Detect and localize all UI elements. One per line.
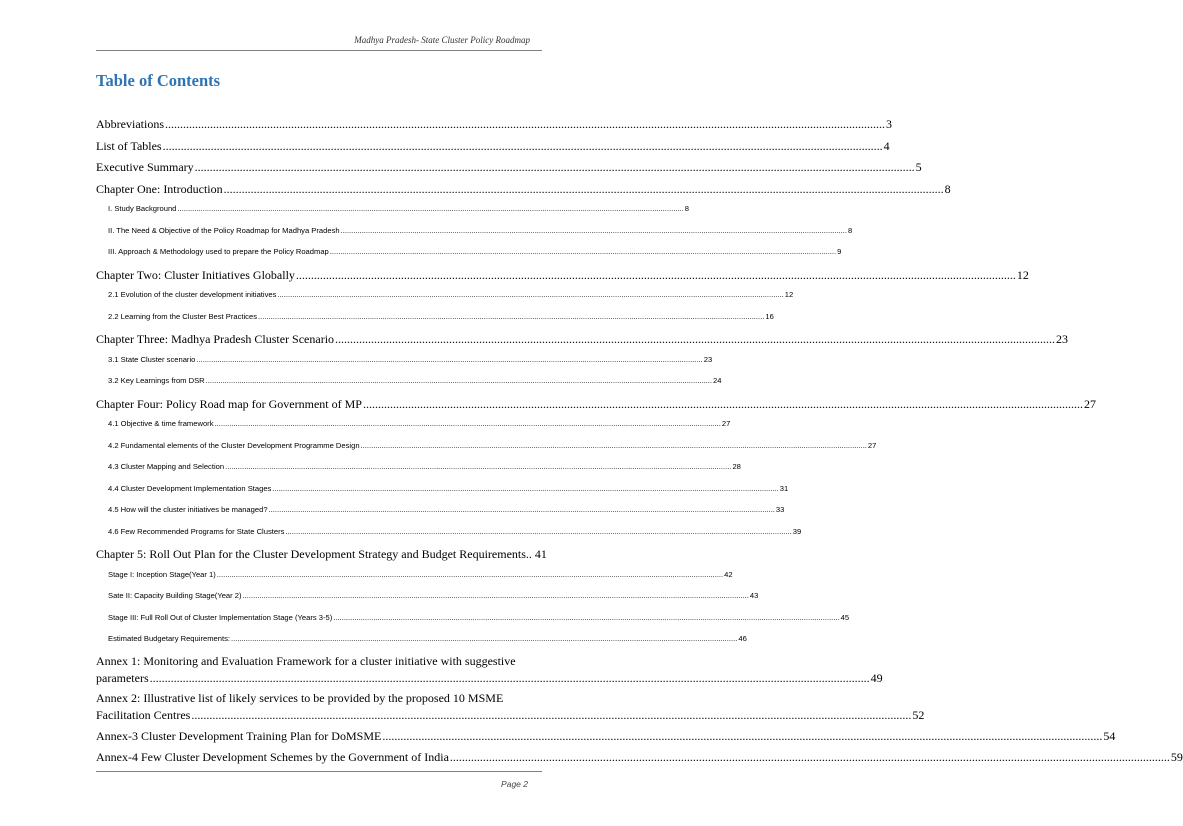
toc-entry[interactable] [96,631,747,653]
toc-dot-leader [450,748,1170,766]
toc-entry[interactable] [96,459,741,481]
toc-page-number: 41 [534,547,547,561]
toc-entry[interactable] [96,223,853,245]
toc-entry[interactable] [96,287,794,309]
toc-dot-leader [258,310,764,324]
toc-page-number: 4 [883,138,890,153]
toc-page-number: 27 [867,440,877,450]
toc-page-number: 8 [944,181,951,196]
toc-page-number: 42 [724,569,733,579]
toc-dot-leader [191,707,911,725]
toc-dot-leader [269,503,775,517]
toc-entry-title: Annex-4 Few Cluster Development Schemes by the Government of India [96,750,449,764]
toc-entry[interactable] [96,610,850,632]
toc-entry-title: III. Approach & Methodology used to prepare the Policy Roadmap [108,247,329,256]
toc-page-number: 45 [840,612,850,622]
toc-page-number: 46 [738,634,747,643]
toc-entry[interactable] [96,588,759,610]
toc-entry-title: Sate II: Capacity Building Stage(Year 2) [108,591,242,600]
toc-entry-title: II. The Need & Objective of the Policy Roadmap for Madhya Pradesh [108,225,340,235]
toc-dot-leader [341,224,847,238]
toc-page-number: 16 [765,311,774,321]
page-title: Table of Contents [96,71,221,90]
toc-entry-title: Stage I: Inception Stage(Year 1) [108,569,216,579]
toc-entry-title: 4.2 Fundamental elements of the Cluster Development Programme Design [108,440,360,450]
toc-page-number: 23 [1056,332,1069,346]
toc-entry[interactable] [96,180,951,202]
toc-entry[interactable] [96,266,1029,288]
toc-page-number: 39 [792,526,802,536]
toc-dot-leader [196,353,702,367]
toc-entry[interactable] [96,545,547,567]
toc-entry[interactable] [96,158,922,180]
toc-dot-leader [231,632,737,646]
toc-page-number: 49 [870,671,883,685]
toc-entry-title: 2.1 Evolution of the cluster development initiatives [108,290,277,299]
toc-page-number: 9 [837,247,842,256]
toc-dot-leader [330,245,836,259]
toc-dot-leader [272,482,778,496]
toc-entry-title: 3.1 State Cluster scenario [108,354,196,364]
table-of-contents [96,115,1183,770]
toc-entry-title: Chapter One: Introduction [96,181,223,196]
toc-entry[interactable] [96,690,925,727]
footer-divider [96,771,542,772]
toc-entry[interactable] [96,653,883,690]
toc-entry[interactable] [96,115,892,137]
toc-dot-leader [217,568,723,582]
toc-entry[interactable] [96,438,877,460]
toc-entry[interactable] [96,244,842,266]
toc-page-number: 12 [784,290,794,299]
toc-entry[interactable] [96,201,689,223]
toc-dot-leader [361,439,867,453]
toc-page-number: 5 [915,160,922,174]
toc-page-number: 28 [732,462,741,471]
toc-entry[interactable] [96,330,1069,352]
toc-dot-leader [243,589,749,603]
toc-page-number: 23 [703,354,713,364]
toc-entry-title: 4.3 Cluster Mapping and Selection [108,462,225,471]
toc-entry-title-line1: Annex 2: Illustrative list of likely services to be provided by the proposed 10 MSME [96,690,504,705]
toc-page-number: 8 [847,225,853,235]
toc-dot-leader [163,137,883,155]
toc-page-number: 12 [1016,267,1029,282]
toc-dot-leader [277,288,783,302]
toc-dot-leader [335,330,1055,348]
toc-entry-title: Abbreviations [96,117,164,131]
toc-entry[interactable] [96,373,722,395]
toc-dot-leader [285,525,791,539]
toc-entry-title: 4.4 Cluster Development Implementation Stages [108,483,272,493]
toc-entry-title: 4.6 Few Recommended Programs for State Clusters [108,526,285,536]
toc-dot-leader [363,395,1083,413]
toc-entry-title: parameters [96,671,149,685]
toc-dot-leader [206,374,712,388]
toc-page-number: 31 [779,483,789,493]
toc-dot-leader [225,460,731,474]
toc-page-number: 54 [1103,728,1116,743]
page-number: Page 2 [501,779,528,789]
toc-entry[interactable] [96,502,785,524]
toc-entry-title-line1: Annex 1: Monitoring and Evaluation Framework for a cluster initiative with suggestive [96,653,516,668]
toc-entry[interactable] [96,137,890,159]
toc-dot-leader [195,158,915,176]
toc-entry-title: Chapter 5: Roll Out Plan for the Cluster Development Strategy and Budget Requirements.. [96,547,532,561]
toc-dot-leader [382,727,1102,745]
toc-entry-title: 2.2 Learning from the Cluster Best Practices [108,311,257,321]
toc-entry-title: Facilitation Centres [96,708,191,722]
header-divider [96,50,542,51]
toc-page-number: 33 [775,505,785,514]
toc-entry-title: Estimated Budgetary Requirements: [108,634,230,643]
toc-entry[interactable] [96,748,1183,770]
toc-entry[interactable] [96,481,789,503]
toc-page-number: 27 [1083,396,1096,411]
toc-entry-title: Annex-3 Cluster Development Training Plan for DoMSME [96,728,382,743]
toc-page-number: 59 [1170,750,1183,764]
toc-entry[interactable] [96,416,731,438]
toc-entry[interactable] [96,395,1096,417]
toc-entry-title: Executive Summary [96,160,194,174]
toc-dot-leader [165,115,885,133]
toc-dot-leader [333,611,839,625]
toc-entry-title: List of Tables [96,138,162,153]
toc-entry[interactable] [96,727,1116,749]
toc-dot-leader [215,417,721,431]
toc-page-number: 24 [713,376,722,385]
running-header: Madhya Pradesh- State Cluster Policy Roadmap [354,35,530,45]
toc-page-number: 3 [886,117,892,131]
toc-dot-leader [296,266,1016,284]
toc-entry[interactable] [96,309,774,331]
toc-page-number: 27 [721,419,731,428]
toc-entry-title: Chapter Four: Policy Road map for Government of MP [96,396,362,411]
toc-entry[interactable] [96,352,713,374]
toc-entry-title: Stage III: Full Roll Out of Cluster Implementation Stage (Years 3-5) [108,612,333,622]
toc-entry[interactable] [96,567,733,589]
toc-entry-title: 4.1 Objective & time framework [108,419,214,428]
toc-page-number: 52 [912,708,925,722]
toc-dot-leader [224,180,944,198]
toc-entry-title: 3.2 Key Learnings from DSR [108,376,205,385]
toc-entry[interactable] [96,524,802,546]
toc-dot-leader [177,202,683,216]
toc-entry-title: 4.5 How will the cluster initiatives be managed? [108,505,268,514]
toc-page-number: 8 [684,204,689,213]
toc-dot-leader [150,670,870,688]
toc-entry-title: Chapter Three: Madhya Pradesh Cluster Scenario [96,332,335,346]
toc-page-number: 43 [749,591,759,600]
toc-entry-title: Chapter Two: Cluster Initiatives Globally [96,267,295,282]
toc-entry-title: I. Study Background [108,204,177,213]
